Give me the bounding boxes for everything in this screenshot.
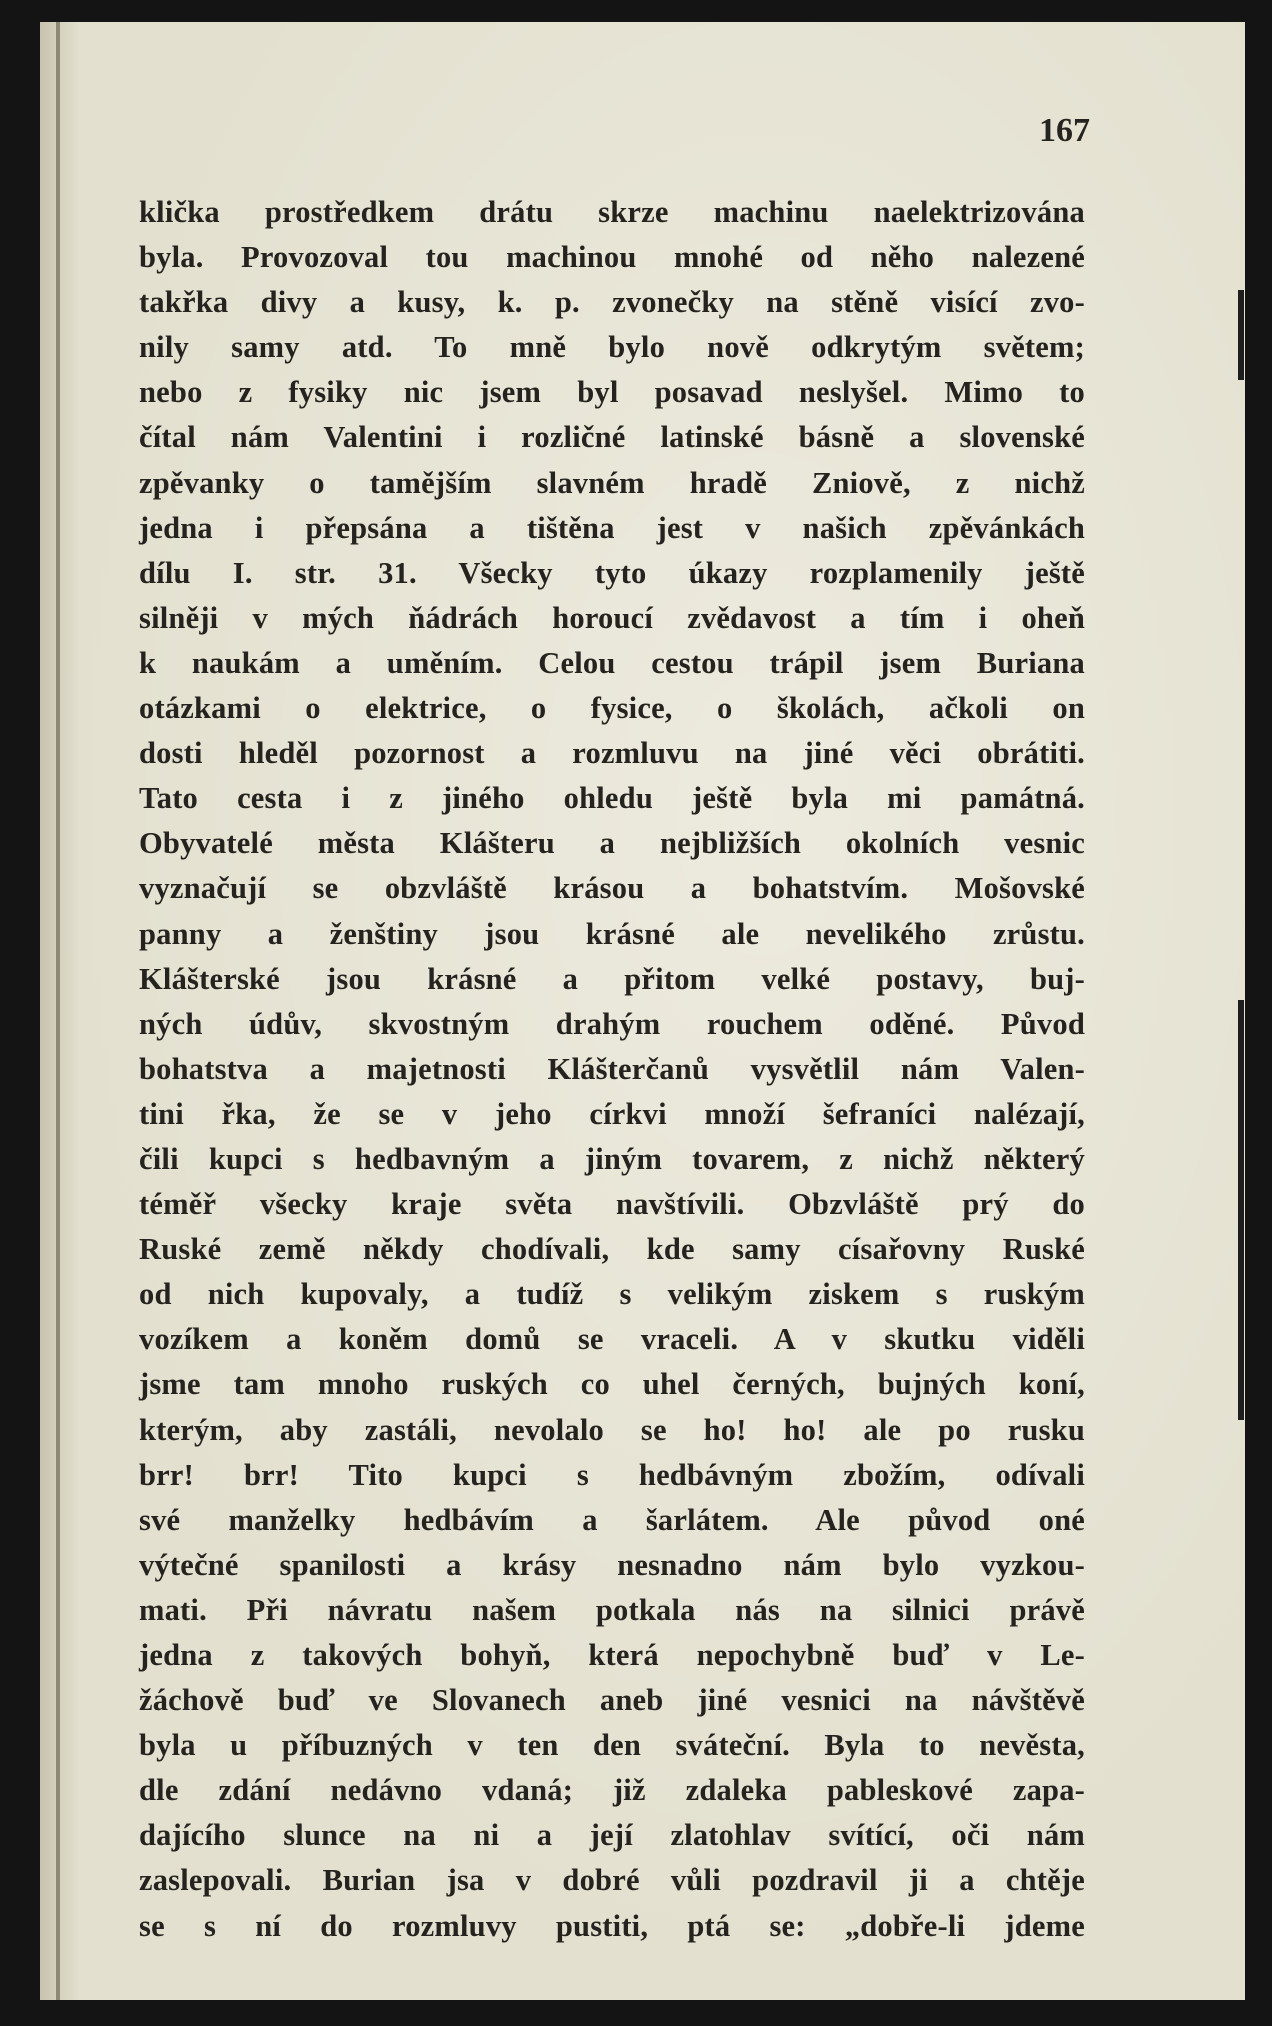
text-line: dílu I. str. 31. Všecky tyto úkazy rozplamenily ještě (139, 555, 1085, 590)
text-line: dajícího slunce na ni a její zlatohlav svítící, oči nám (139, 1818, 1085, 1853)
text-line: brr! brr! Tito kupci s hedbávným zbožím, odívali (139, 1457, 1085, 1492)
text-line: kterým, aby zastáli, nevolalo se ho! ho! ale po rusku (139, 1412, 1085, 1447)
text-line: jedna z takových bohyň, která nepochybně buď v Le- (139, 1638, 1085, 1672)
text-line: dle zdání nedávno vdaná; již zdaleka pableskové zapa- (139, 1773, 1085, 1808)
text-line: klička prostředkem drátu skrze machinu naelektrizována (139, 195, 1085, 229)
text-line: se s ní do rozmluvy pustiti, ptá se: „dobře-li jdeme (139, 1908, 1085, 1943)
text-line: nily samy atd. To mně bylo nově odkrytým světem; (139, 330, 1085, 365)
text-line: dosti hleděl pozornost a rozmluvu na jiné věci obrátiti. (139, 736, 1085, 771)
text-line: žáchově buď ve Slovanech aneb jiné vesnici na návštěvě (139, 1683, 1085, 1718)
text-line: čili kupci s hedbavným a jiným tovarem, z nichž některý (139, 1141, 1085, 1176)
binding-gutter (56, 22, 60, 2000)
text-line: k naukám a uměním. Celou cestou trápil jsem Buriana (139, 645, 1085, 680)
text-line: panny a ženštiny jsou krásné ale nevelikého zrůstu. (139, 916, 1085, 951)
text-line: vozíkem a koněm domů se vraceli. A v skutku viděli (139, 1322, 1085, 1357)
text-line: mati. Při návratu našem potkala nás na silnici právě (139, 1592, 1085, 1627)
text-line: své manželky hedbávím a šarlátem. Ale původ oné (139, 1502, 1085, 1537)
text-line: nebo z fysiky nic jsem byl posavad neslyšel. Mimo to (139, 375, 1085, 410)
text-line: čítal nám Valentini i rozličné latinské básně a slovenské (139, 420, 1085, 455)
text-line: ných údův, skvostným drahým rouchem oděné. Původ (139, 1006, 1085, 1041)
text-line: jedna i přepsána a tištěna jest v našich zpěvánkách (139, 510, 1085, 545)
text-line: výtečné spanilosti a krásy nesnadno nám bylo vyzkou- (139, 1547, 1085, 1582)
edge-mark (1238, 290, 1244, 380)
text-line: otázkami o elektrice, o fysice, o školách, ačkoli on (139, 691, 1085, 726)
text-line: téměř všecky kraje světa navštívili. Obzvláště prý do (139, 1187, 1085, 1222)
body-text (139, 190, 1085, 1949)
text-line: Obyvatelé města Klášteru a nejbližších okolních vesnic (139, 826, 1085, 861)
text-line: Tato cesta i z jiného ohledu ještě byla mi památná. (139, 781, 1085, 816)
text-line: jsme tam mnoho ruských co uhel černých, bujných koní, (139, 1367, 1085, 1402)
text-line: Klášterské jsou krásné a přitom velké postavy, buj- (139, 961, 1085, 996)
page-number: 167 (1039, 112, 1090, 149)
text-line: Ruské země někdy chodívali, kde samy císařovny Ruské (139, 1232, 1085, 1267)
text-line: takřka divy a kusy, k. p. zvonečky na stěně visící zvo- (139, 285, 1085, 320)
text-line: byla u příbuzných v ten den sváteční. Byla to nevěsta, (139, 1728, 1085, 1763)
text-line: vyznačují se obzvláště krásou a bohatstvím. Mošovské (139, 871, 1085, 906)
edge-mark (1238, 1000, 1244, 1420)
text-line: bohatstva a majetnosti Klášterčanů vysvětlil nám Valen- (139, 1051, 1085, 1086)
text-line: zpěvanky o tamějším slavném hradě Zniově, z nichž (139, 465, 1085, 500)
text-line: byla. Provozoval tou machinou mnohé od něho nalezené (139, 240, 1085, 275)
text-line: tini řka, že se v jeho církvi množí šefraníci nalézají, (139, 1096, 1085, 1131)
text-line: silněji v mých ňádrách horoucí zvědavost a tím i oheň (139, 600, 1085, 635)
text-line: od nich kupovaly, a tudíž s velikým ziskem s ruským (139, 1277, 1085, 1312)
text-line: zaslepovali. Burian jsa v dobré vůli pozdravil ji a chtěje (139, 1863, 1085, 1898)
